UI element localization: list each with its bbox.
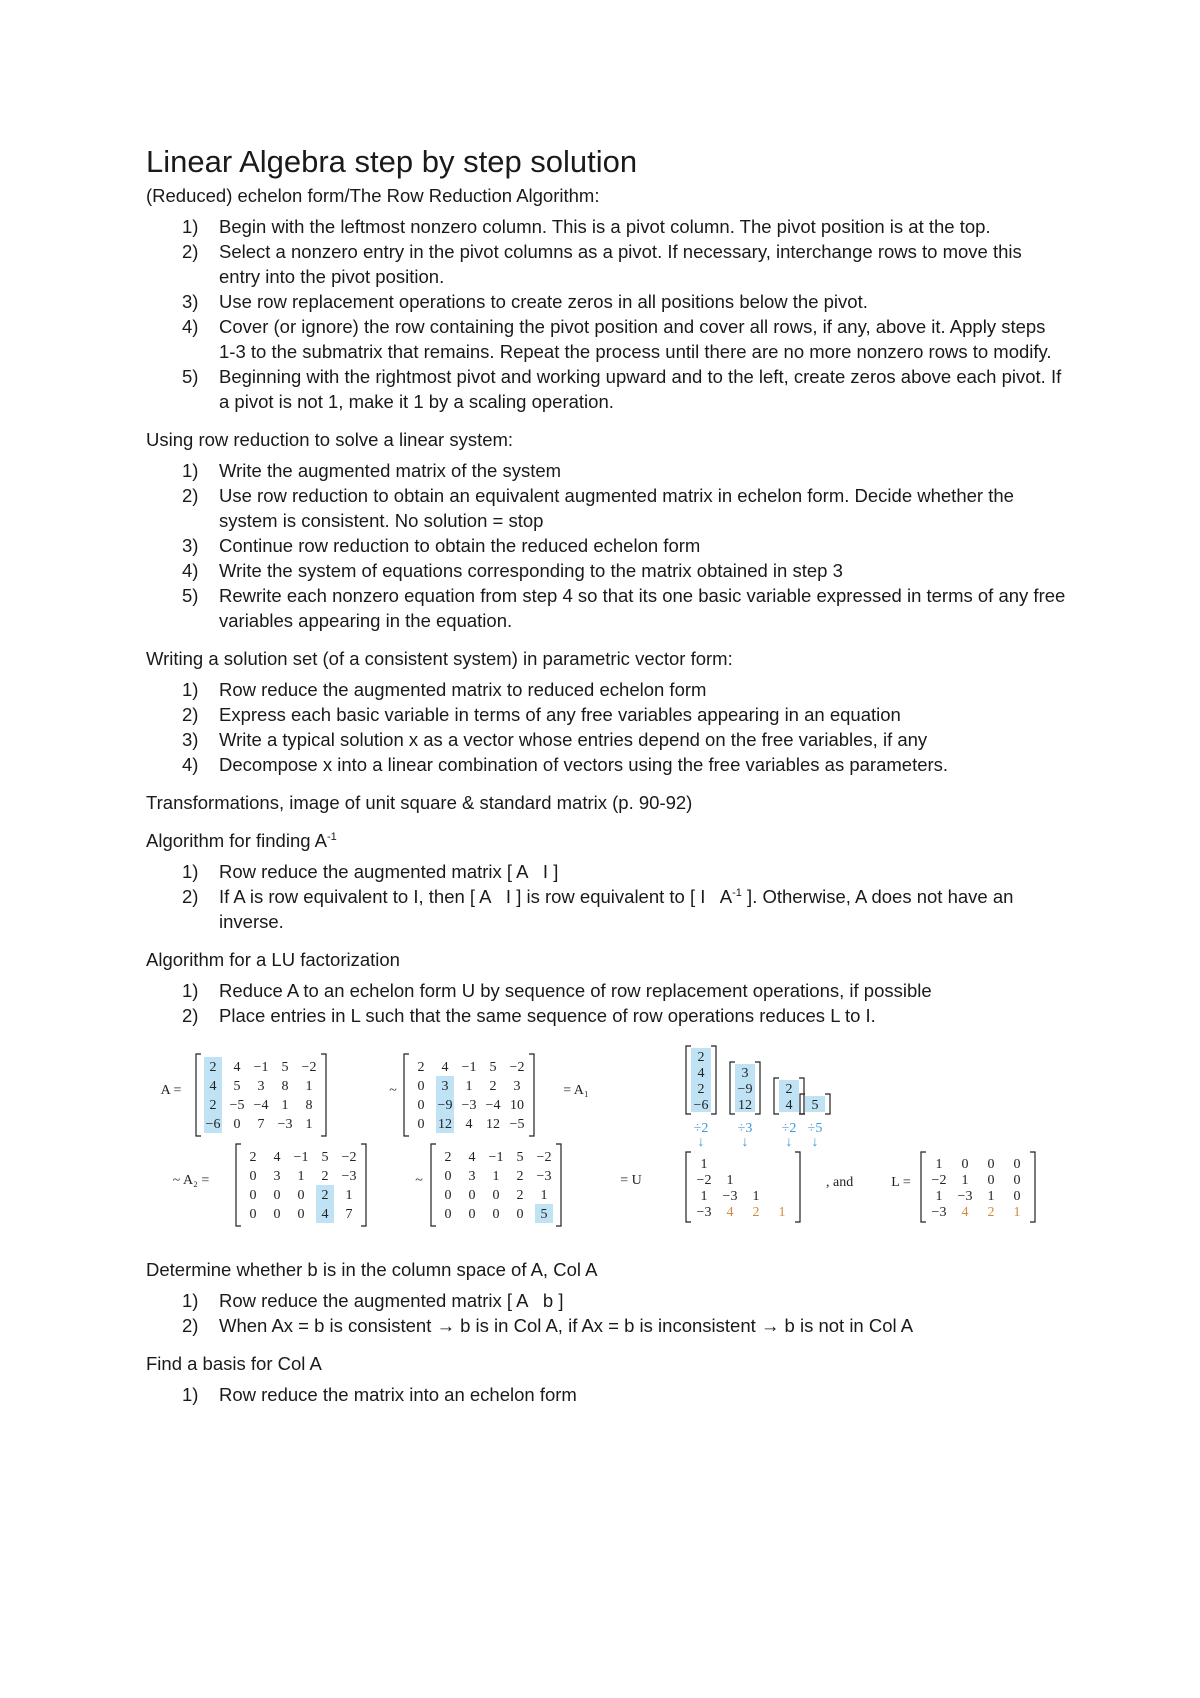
label-a1: = A₁ bbox=[563, 1083, 589, 1098]
matrix-u-entry: 2 bbox=[444, 1150, 452, 1165]
list-item: 5) Beginning with the rightmost pivot and working upward and to the left, create zeros above each pivot. If a pivot is not 1, make it 1 by a scaling operation. bbox=[182, 366, 1062, 412]
col1-entry: −6 bbox=[693, 1098, 709, 1113]
list-item: 3) Write a typical solution x as a vector whose entries depend on the free variables, if any bbox=[182, 729, 928, 750]
divisor-label: ÷2 bbox=[781, 1121, 797, 1136]
l-full-entry: 0 bbox=[987, 1157, 995, 1172]
right-bracket bbox=[361, 1144, 366, 1226]
divisor-label: ÷3 bbox=[737, 1121, 753, 1136]
list-item: 3) Continue row reduction to obtain the reduced echelon form bbox=[182, 535, 701, 556]
list-item: 4) Write the system of equations corresponding to the matrix obtained in step 3 bbox=[182, 560, 843, 581]
matrix-a1-entry: 3 bbox=[441, 1079, 449, 1094]
matrix-a-entry: −6 bbox=[205, 1117, 221, 1132]
tilde: ~ bbox=[389, 1083, 397, 1098]
matrix-a2-entry: 0 bbox=[273, 1207, 281, 1222]
matrix-a2-entry: 4 bbox=[273, 1150, 281, 1165]
l-partial-entry: −2 bbox=[696, 1173, 712, 1188]
l-full-entry: 0 bbox=[1013, 1173, 1021, 1188]
matrix-a2-entry: 5 bbox=[321, 1150, 329, 1165]
matrix-a-entry: 4 bbox=[233, 1060, 241, 1075]
matrix-u-entry: 2 bbox=[516, 1188, 524, 1203]
col2-entry: −9 bbox=[737, 1082, 753, 1097]
l-partial-entry: 1 bbox=[700, 1189, 708, 1204]
list-item: 1) Row reduce the augmented matrix [ A b ] bbox=[182, 1290, 564, 1311]
l-full-entry: 1 bbox=[961, 1173, 969, 1188]
l-partial-entry: 1 bbox=[700, 1157, 708, 1172]
right-bracket bbox=[556, 1144, 561, 1226]
section-heading: Using row reduction to solve a linear system: bbox=[146, 429, 514, 450]
lu-factorization-figure bbox=[146, 1044, 1066, 1244]
matrix-a1-entry: −5 bbox=[509, 1117, 525, 1132]
matrix-u-entry: 0 bbox=[492, 1188, 500, 1203]
matrix-a2-entry: 2 bbox=[249, 1150, 257, 1165]
matrix-a-entry: −5 bbox=[229, 1098, 245, 1113]
step-list bbox=[146, 214, 1066, 414]
col2-entry: 3 bbox=[741, 1066, 749, 1081]
l-full-entry: 4 bbox=[961, 1205, 969, 1220]
l-full-entry: 1 bbox=[935, 1157, 943, 1172]
matrix-u-entry: 5 bbox=[516, 1150, 524, 1165]
matrix-a1-entry: 3 bbox=[513, 1079, 521, 1094]
col2-entry: 12 bbox=[738, 1098, 752, 1113]
col1-entry: 2 bbox=[697, 1082, 705, 1097]
step-list bbox=[146, 458, 1066, 633]
matrix-a2-entry: −3 bbox=[341, 1169, 357, 1184]
document-page bbox=[146, 140, 1066, 1407]
right-bracket bbox=[321, 1054, 326, 1136]
matrix-u-entry: 4 bbox=[468, 1150, 476, 1165]
matrix-a-entry: 3 bbox=[257, 1079, 265, 1094]
l-full-entry: −3 bbox=[931, 1205, 947, 1220]
step-list bbox=[146, 978, 1066, 1028]
l-full-entry: 2 bbox=[987, 1205, 995, 1220]
down-arrow: ↓ bbox=[785, 1135, 793, 1150]
matrix-a-entry: 0 bbox=[233, 1117, 241, 1132]
list-item: 2) Use row reduction to obtain an equivalent augmented matrix in echelon form. Decide whether the system is consistent. No solution = stop bbox=[182, 485, 1014, 531]
l-partial-entry: 1 bbox=[778, 1205, 786, 1220]
lu-figure bbox=[146, 1044, 1066, 1244]
l-full-entry: −3 bbox=[957, 1189, 973, 1204]
matrix-a-entry: 7 bbox=[257, 1117, 265, 1132]
matrix-a-entry: 2 bbox=[209, 1098, 217, 1113]
matrix-a2-entry: 7 bbox=[345, 1207, 353, 1222]
matrix-a2-entry: 0 bbox=[297, 1188, 305, 1203]
left-bracket bbox=[774, 1078, 779, 1114]
matrix-a-entry: −2 bbox=[301, 1060, 317, 1075]
right-bracket bbox=[529, 1054, 534, 1136]
matrix-a1-entry: 2 bbox=[417, 1060, 425, 1075]
l-partial-entry: −3 bbox=[696, 1205, 712, 1220]
list-item: 3) Use row replacement operations to create zeros in all positions below the pivot. bbox=[182, 291, 868, 312]
down-arrow: ↓ bbox=[741, 1135, 749, 1150]
list-item: 2) Express each basic variable in terms of any free variables appearing in an equation bbox=[182, 704, 901, 725]
l-full-entry: 1 bbox=[935, 1189, 943, 1204]
right-bracket bbox=[711, 1046, 716, 1114]
matrix-a-entry: 1 bbox=[281, 1098, 289, 1113]
list-item: 5) Rewrite each nonzero equation from step 4 so that its one basic variable expressed in terms of any free variables appearing in the equation. bbox=[182, 585, 1066, 631]
matrix-a-entry: 5 bbox=[233, 1079, 241, 1094]
list-item: 4) Cover (or ignore) the row containing the pivot position and cover all rows, if any, above it. Apply steps 1-3 to the submatrix that remains. Repeat the process until there are no more nonzero rows to modify. bbox=[182, 316, 1052, 362]
list-item: 1) Begin with the leftmost nonzero column. This is a pivot column. The pivot position is at the top. bbox=[182, 216, 991, 237]
matrix-a2-entry: 4 bbox=[321, 1207, 329, 1222]
divisor-label: ÷5 bbox=[807, 1121, 823, 1136]
matrix-a1-entry: 1 bbox=[465, 1079, 473, 1094]
matrix-a2-entry: 0 bbox=[273, 1188, 281, 1203]
matrix-a1-entry: 4 bbox=[465, 1117, 473, 1132]
and-text: , and bbox=[826, 1175, 854, 1190]
list-item: 1) Write the augmented matrix of the system bbox=[182, 460, 562, 481]
matrix-a2-entry: −1 bbox=[293, 1150, 309, 1165]
matrix-a1-entry: 12 bbox=[438, 1117, 452, 1132]
matrix-u-entry: −1 bbox=[488, 1150, 504, 1165]
list-item: 2) Place entries in L such that the same sequence of row operations reduces L to I. bbox=[182, 1005, 876, 1026]
label-a: A = bbox=[160, 1083, 182, 1098]
matrix-a-entry: 1 bbox=[305, 1079, 313, 1094]
tilde: ~ bbox=[415, 1173, 423, 1188]
col3-entry: 2 bbox=[785, 1082, 793, 1097]
list-item: 2) If A is row equivalent to I, then [ A I ] is row equivalent to [ I $A^{-1}$ ]. Otherwise, A does not have an inverse. bbox=[182, 886, 1014, 932]
col3-entry: 4 bbox=[785, 1098, 793, 1113]
matrix-u-entry: 1 bbox=[540, 1188, 548, 1203]
section-heading: Writing a solution set (of a consistent system) in parametric vector form: bbox=[146, 648, 733, 669]
matrix-a1-entry: 12 bbox=[486, 1117, 500, 1132]
right-bracket bbox=[1030, 1152, 1035, 1222]
list-item: 1) Row reduce the matrix into an echelon form bbox=[182, 1384, 577, 1405]
matrix-a-entry: 1 bbox=[305, 1117, 313, 1132]
col1-entry: 2 bbox=[697, 1050, 705, 1065]
matrix-u-entry: 0 bbox=[444, 1169, 452, 1184]
col4-entry: 5 bbox=[811, 1098, 819, 1113]
matrix-u-entry: 1 bbox=[492, 1169, 500, 1184]
matrix-a-entry: 2 bbox=[209, 1060, 217, 1075]
l-full-entry: 0 bbox=[1013, 1157, 1021, 1172]
section-heading: Algorithm for finding $A^{-1}$ bbox=[146, 830, 337, 851]
down-arrow: ↓ bbox=[811, 1135, 819, 1150]
list-item: 4) Decompose x into a linear combination of vectors using the free variables as parameters. bbox=[182, 754, 949, 775]
matrix-a1-entry: −9 bbox=[437, 1098, 453, 1113]
l-full-entry: 1 bbox=[1013, 1205, 1021, 1220]
left-bracket bbox=[730, 1062, 735, 1114]
label-a2: ~ A₂ = bbox=[172, 1173, 210, 1188]
page-title: Linear Algebra step by step solution bbox=[146, 144, 638, 179]
divisor-label: ÷2 bbox=[693, 1121, 709, 1136]
list-item: 1) Row reduce the augmented matrix [ A I ] bbox=[182, 861, 559, 882]
l-full-entry: 0 bbox=[1013, 1189, 1021, 1204]
l-partial-entry: 1 bbox=[752, 1189, 760, 1204]
l-partial-entry: 1 bbox=[726, 1173, 734, 1188]
l-partial-entry: 2 bbox=[752, 1205, 760, 1220]
matrix-a1-entry: 5 bbox=[489, 1060, 497, 1075]
matrix-a-entry: −1 bbox=[253, 1060, 269, 1075]
matrix-a2-entry: 0 bbox=[249, 1188, 257, 1203]
right-bracket bbox=[755, 1062, 760, 1114]
matrix-a2-entry: 0 bbox=[297, 1207, 305, 1222]
step-list bbox=[146, 1288, 1066, 1338]
left-bracket bbox=[236, 1144, 241, 1226]
matrix-u-entry: 5 bbox=[540, 1207, 548, 1222]
matrix-a-entry: −3 bbox=[277, 1117, 293, 1132]
left-bracket bbox=[196, 1054, 201, 1136]
list-item: 2) When Ax = b is consistent → b is in Col A, if Ax = b is inconsistent → b is not in Col A bbox=[182, 1315, 914, 1336]
matrix-a1-entry: 10 bbox=[510, 1098, 524, 1113]
left-bracket bbox=[404, 1054, 409, 1136]
l-partial-entry: −3 bbox=[722, 1189, 738, 1204]
transformations-note: Transformations, image of unit square & standard matrix (p. 90-92) bbox=[146, 792, 693, 813]
matrix-u-entry: −2 bbox=[536, 1150, 552, 1165]
section-heading: Algorithm for a LU factorization bbox=[146, 949, 400, 970]
matrix-u-entry: 0 bbox=[516, 1207, 524, 1222]
right-bracket bbox=[825, 1094, 830, 1114]
list-item: 2) Select a nonzero entry in the pivot columns as a pivot. If necessary, interchange rows to move this entry into the pivot position. bbox=[182, 241, 1022, 287]
col1-entry: 4 bbox=[697, 1066, 705, 1081]
matrix-a2-entry: −2 bbox=[341, 1150, 357, 1165]
matrix-u-entry: 0 bbox=[444, 1207, 452, 1222]
matrix-a1-entry: 0 bbox=[417, 1117, 425, 1132]
right-bracket bbox=[795, 1152, 800, 1222]
matrix-u-entry: 0 bbox=[468, 1188, 476, 1203]
l-full-entry: 0 bbox=[961, 1157, 969, 1172]
matrix-a-entry: −4 bbox=[253, 1098, 269, 1113]
list-item: 1) Reduce A to an echelon form U by sequence of row replacement operations, if possible bbox=[182, 980, 932, 1001]
l-full-entry: −2 bbox=[931, 1173, 947, 1188]
matrix-a-entry: 5 bbox=[281, 1060, 289, 1075]
list-item: 1) Row reduce the augmented matrix to reduced echelon form bbox=[182, 679, 707, 700]
left-bracket bbox=[686, 1046, 691, 1114]
left-bracket bbox=[686, 1152, 691, 1222]
matrix-a1-entry: −3 bbox=[461, 1098, 477, 1113]
left-bracket bbox=[431, 1144, 436, 1226]
matrix-a1-entry: 4 bbox=[441, 1060, 449, 1075]
step-list bbox=[146, 859, 1066, 934]
section-heading: Determine whether b is in the column space of A, Col A bbox=[146, 1259, 598, 1280]
matrix-a1-entry: −1 bbox=[461, 1060, 477, 1075]
label-l: L = bbox=[891, 1175, 911, 1190]
matrix-a1-entry: 2 bbox=[489, 1079, 497, 1094]
matrix-a2-entry: 0 bbox=[249, 1207, 257, 1222]
matrix-a-entry: 8 bbox=[281, 1079, 289, 1094]
matrix-a2-entry: 2 bbox=[321, 1169, 329, 1184]
matrix-u-entry: 0 bbox=[492, 1207, 500, 1222]
section-heading: (Reduced) echelon form/The Row Reduction Algorithm: bbox=[146, 185, 600, 206]
matrix-a1-entry: −4 bbox=[485, 1098, 501, 1113]
matrix-u-entry: 0 bbox=[468, 1207, 476, 1222]
matrix-a2-entry: 1 bbox=[345, 1188, 353, 1203]
step-list bbox=[146, 1382, 1066, 1407]
matrix-a2-entry: 2 bbox=[321, 1188, 329, 1203]
section-heading: Find a basis for Col A bbox=[146, 1353, 322, 1374]
matrix-a1-entry: 0 bbox=[417, 1079, 425, 1094]
matrix-u-entry: 0 bbox=[444, 1188, 452, 1203]
l-partial-entry: 4 bbox=[726, 1205, 734, 1220]
matrix-u-entry: 3 bbox=[468, 1169, 476, 1184]
l-full-entry: 0 bbox=[987, 1173, 995, 1188]
l-full-entry: 1 bbox=[987, 1189, 995, 1204]
down-arrow: ↓ bbox=[697, 1135, 705, 1150]
matrix-a-entry: 8 bbox=[305, 1098, 313, 1113]
matrix-u-entry: 2 bbox=[516, 1169, 524, 1184]
matrix-a-entry: 4 bbox=[209, 1079, 217, 1094]
matrix-a1-entry: −2 bbox=[509, 1060, 525, 1075]
step-list bbox=[146, 677, 1066, 777]
matrix-a2-entry: 0 bbox=[249, 1169, 257, 1184]
matrix-a1-entry: 0 bbox=[417, 1098, 425, 1113]
matrix-u-entry: −3 bbox=[536, 1169, 552, 1184]
label-u: = U bbox=[620, 1173, 642, 1188]
matrix-a2-entry: 1 bbox=[297, 1169, 305, 1184]
left-bracket bbox=[921, 1152, 926, 1222]
matrix-a2-entry: 3 bbox=[273, 1169, 281, 1184]
